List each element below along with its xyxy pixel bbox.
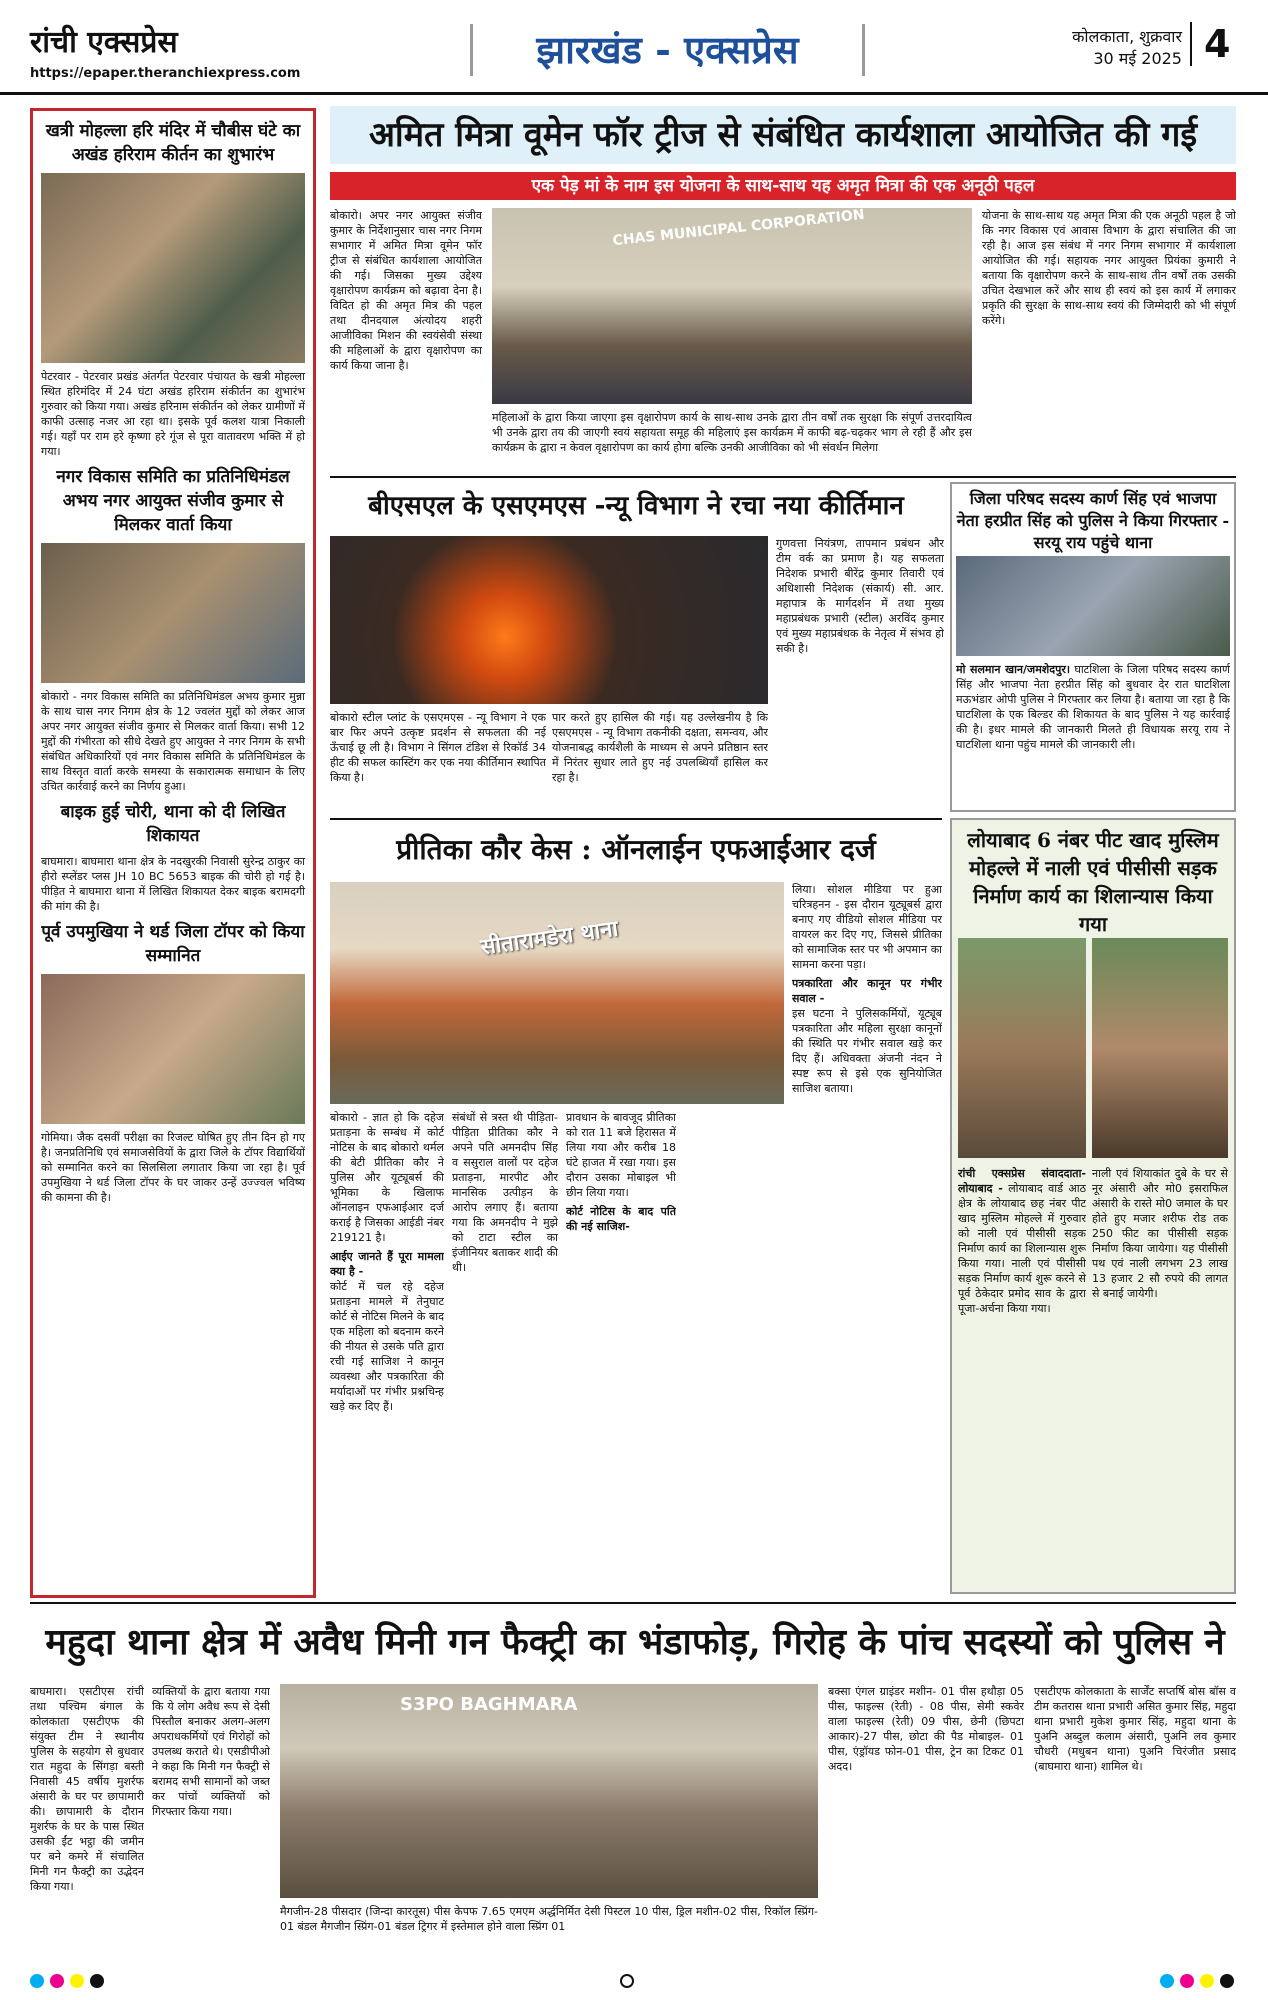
left-story-1-title: खत्री मोहल्ला हरि मंदिर में चौबीस घंटे का अखंड हरिराम कीर्तन का शुभारंभ [45,121,301,165]
pratika-sub2: कोर्ट नोटिस के बाद पति की नई साजिश- [566,1205,676,1233]
pratika-col4b: इस घटना ने पुलिसकर्मियों, यूट्यूब पत्रकारिता और महिला सुरक्षा कानूनों की स्थिति पर गंभीर सवाल खड़े कर दिए हैं। अधिवक्ता अंजनी नंदन ने स्पष्ट रूप से इसे एक सुनियोजित साजिश बताया। [792,1007,942,1095]
pratika-col2: संबंधों से त्रस्त थी पीड़िता- पीड़िता प्रीतिका कौर ने अपने पति अमनदीप सिंह व ससुराल वालों पर दहेज प्रताड़ना, मारपीट और मानसिक उत्पीड़न के आरोप लगाए हैं। बताया गया कि अमनदीप ने मुझे को टाटा स्टील का इंजीनियर बताकर शादी की थी। [452,1111,558,1274]
photo-banner-text: S3PO BAGHMARA [400,1694,578,1715]
pratika-col4 [792,882,942,1588]
divider [330,476,1236,478]
bsl-text-3: गुणवत्ता नियंत्रण, तापमान प्रबंधन और टीम वर्क का प्रमाण है। यह सफलता निदेशक प्रभारी बीरेंद्र कुमार तिवारी एवं अधिशासी निदेशक (संकार्य) सी. आर. महापात्र के मार्गदर्शन में तथा मुख्य महाप्रबंधक प्रभारी (स्टील) अरविंद कुमार एवं मुख्य महाप्रबंधक के नेतृत्व में संभव हो सकी है। [776,537,944,655]
bsl-text-1: बोकारो स्टील प्लांट के एसएमएस - न्यू विभाग ने एक बार फिर अपने उत्कृष्ट प्रदर्शन से सफलता की नई ऊँचाई छू ली है। विभाग ने सिंगल टंडिश से रिकॉर्ड 34 हीट की सफल कास्टिंग कर एक नया कीर्तिमान स्थापित किया है। [330,711,546,784]
workshop-photo [492,208,972,404]
pratika-sub1: आईए जानते हैं पूरा मामला क्या है - [330,1250,444,1278]
masthead [0,0,1268,95]
pratika-col1b: कोर्ट में चल रहे दहेज प्रताड़ना मामले में तेनुघाट कोर्ट से नोटिस मिलने के बाद एक महिला को बदनाम करने की नीयत से उसके पति द्वारा रची गई साजिश ने कानून व्यवस्था और पत्रकारिता की मर्यादाओं पर गंभीर प्रश्नचिन्ह खड़े कर दिए हैं। [330,1280,444,1413]
delegation-photo [41,543,305,683]
pratika-sub3: पत्रकारिता और कानून पर गंभीर सवाल - [792,977,942,1005]
police-station-photo [330,882,784,1104]
loyabad-col1 [958,1166,1086,1586]
divider [30,1602,1236,1604]
pratika-col1 [330,1110,444,1588]
gun-photo-caption: मैगजीन-28 पीसदार (जिन्दा कारतूस) पीस केपफ 7.65 एमएम अर्द्धनिर्मित देसी पिस्टल 10 पीस, ड्रिल मशीन-02 पीस, रिकॉल स्प्रिंग- 01 बंडल मैगजीन स्प्रिंग-01 बंडल ट्रिगर में इस्तेमाल होने वाला स्प्रिंग 01 [280,1905,818,1933]
footer [0,1962,1268,2000]
divider [330,818,942,820]
pratika-col4-text: लिया। सोशल मीडिया पर हुआ चरित्रहनन - इस दौरान यूट्यूबर्स द्वारा बनाए गए वीडियो सोशल मीडिया पर वायरल कर दिए गए, जिससे प्रीतिका को सामाजिक स्तर पर भी अपमान का सामना करना पड़ा। [792,883,942,971]
left-story-4-text: गोमिया। जैक दसवीं परीक्षा का रिजल्ट घोषित हुए तीन दिन हो गए है। जनप्रतिनिधि एवं समाजसेवियों के द्वारा जिले के टॉपर विद्यार्थियों को सम्मानित करने का सिलसिला लगातार किया जा रहा है। पूर्व उपमुखिया ने थर्ड जिला टॉपर के घर जाकर उन्हें उज्ज्वल भविष्य की कामना की है। [41,1131,305,1204]
registration-dot [90,1974,104,1988]
main-story-title: अमित मित्रा वूमेन फॉर ट्रीज से संबंधित कार्यशाला आयोजित की गई [330,106,1236,164]
pratika-col3-text: प्रावधान के बावजूद प्रीतिका को रात 11 बजे हिरासत में लिया गया और करीब 18 घंटे हाजत में रखा गया। इस दौरान उसका मोबाइल भी छीन लिया गया। [566,1111,676,1199]
pratika-col3b [684,1110,784,1588]
pratika-col3 [566,1110,676,1588]
registration-dot [1220,1974,1234,1988]
loyabad-byline: रांची एक्सप्रेस संवाददाता- लोयाबाद - [958,1167,1086,1195]
bsl-text-2: पार करते हुए हासिल की गई। यह उल्लेखनीय है कि एसएमएस - न्यू विभाग तकनीकी दक्षता, समन्वय, और योजनाबद्ध कार्यशैली के माध्यम से अपने प्रतिष्ठान स्तर में निरंतर सुधार लाते हुए नई उपलब्धियाँ हासिल कर रहा है। [552,711,768,784]
left-story-2-text: बोकारो - नगर विकास समिति का प्रतिनिधिमंडल अभय कुमार मुन्ना के साथ चास नगर निगम क्षेत्र के 12 ज्वलंत मुद्दों को लेकर आज अपर नगर आयुक्त संजीव कुमार से मिलकर वार्ता किया। सभी 12 मुद्दों की गंभीरता को सीधे देखते हुए आयुक्त ने नगर निगम के सभी संबंधित अधिकारियों एवं नगर विकास समिति के प्रतिनिधिमंडल के साथ विस्तृत वार्ता करके समस्या के सकारात्मक समाधान के लिए उचित कार्रवाई करने का निर्णय हुआ। [41,690,305,793]
left-story-1-text: पेटरवार - पेटरवार प्रखंड अंतर्गत पेटरवार पंचायत के खत्री मोहल्ला स्थित हरिमंदिर में 24 घंटा अखंड हरिराम संकीर्तन का शुभारंभ गुरुवार को किया गया। अखंड हरिनाम संकीर्तन को लेकर ग्रामीणों में काफी उत्साह नजर आ रहा था। इसके पूर्व कलश यात्रा निकाली गई। यहाँ पर राम हरे कृष्णा हरे गूंज से पूरा वातावरण भक्ति में हो गया। [41,370,305,458]
date-line-city: कोलकाता, शुक्रवार [1072,27,1182,46]
left-story-2-title: नगर विकास समिति का प्रतिनिधिमंडल अभय नगर आयुक्त संजीव कुमार से मिलकर वार्ता किया [56,467,290,535]
loyabad-title: लोयाबाद 6 नंबर पीट खाद मुस्लिम मोहल्ले में नाली एवं पीसीसी सड़क निर्माण कार्य का शिलान्यास किया गया [967,828,1219,936]
arrest-photo [956,556,1230,656]
arrest-body: घाटशिला के जिला परिषद सदस्य कार्ण सिंह और भाजपा नेता हरप्रीत सिंह को बुधवार देर रात घाटशिला मऊभंडार ओपी पुलिस ने गिरफ्तार कर लिया है। बताया जा रहा है कि घाटशिला के एक बिल्डर की शिकायत के बाद पुलिस ने यह कार्रवाई की है। इधर मामले की जानकारी मिलते ही विधायक सरयू राय ने घाटशिला थाना पहुंच मामले की जानकारी ली। [956,663,1230,751]
gun-col1: बाघमारा। एसटीएस रांची तथा पश्चिम बंगाल के कोलकाता एसटीएफ की संयुक्त टीम ने स्थानीय पुलिस के सहयोग से बुधवार रात महुदा के सिंगड़ा बस्ती निवासी 45 वर्षीय मुशर्रफ अंसारी के घर पर छापामारी की। छापामारी के दौरान मुशर्रफ के घर के पास स्थित उसकी ईंट भट्ठा की जमीन पर बने कमरे में संचालित मिनी गन फैक्ट्री का उद्भेदन किया गया। [30,1685,144,1893]
kirtan-photo [41,173,305,363]
left-story-3-title: बाइक हुई चोरी, थाना को दी लिखित शिकायत [60,802,286,846]
registration-dot [50,1974,64,1988]
gun-factory-photo [280,1684,818,1898]
left-column [30,108,316,1598]
newspaper-brand: रांची एक्सप्रेस [30,25,178,60]
loyabad-photo-2 [1092,938,1228,1158]
arrest-text [956,662,1230,808]
main-story-subtitle: एक पेड़ मां के नाम इस योजना के साथ-साथ यह अमृत मित्रा की एक अनूठी पहल [330,172,1236,200]
steel-plant-photo [330,536,768,704]
arrest-byline: मो सलमान खान/जमशेदपुर। [956,663,1071,676]
station-sign-text: सीतारामडेरा थाना [479,916,620,961]
loyabad-col2: नाली एवं शियाकांत दुबे के घर से नूर अंसारी और मो0 इसराफिल अंसारी के रास्ते मो0 जमाल के घर होते हुए मजार शरीफ रोड तक 250 फीट का पीसीसी सड़क निर्माण किया जायेगा। यह पीसीसी पथ एवं नाली लगभग 23 लाख 13 हजार 2 सौ रुपये की लागत से बनाई जायेगी। [1092,1167,1228,1300]
arrest-title: जिला परिषद सदस्य कार्ण सिंह एवं भाजपा नेता हरप्रीत सिंह को पुलिस ने किया गिरफ्तार - सरयू राय पहुंचे थाना [956,489,1230,552]
loyabad-text: लोयाबाद वार्ड आठ क्षेत्र के लोयाबाद छह नंबर पीट खाद मुस्लिम मोहल्ले में गुरुवार को नाली एवं पीसीसी सड़क निर्माण कार्य का शिलान्यास शुरू किया गया। नाली एवं पीसीसी सड़क निर्माण कार्य शुरू करने से पूर्व ठेकेदार प्रमोद साव के द्वारा पूजा-अर्चना किया गया। [958,1182,1086,1315]
main-story-col-right: योजना के साथ-साथ यह अमृत मित्रा की एक अनूठी पहल है जो कि नगर विकास एवं आवास विभाग के द्वारा संचालित की जा रही है। आज इस संबंध में नगर निगम सभागार में कार्यशाला आयोजित की गई। सहायक नगर आयुक्त प्रियंका कुमारी ने बताया कि वृक्षारोपण करने के साथ-साथ तीन वर्षों तक उसकी उचित देखभाल करें और साथ ही स्वयं को इस कार्य में लगाकर प्रकृति की सुरक्षा के साथ-साथ स्वयं की जिम्मेदारी को भी संपूर्ण करेंगे। [982,209,1236,327]
epaper-url[interactable]: https://epaper.theranchiexpress.com [30,66,301,81]
pratika-col1-text: बोकारो - ज्ञात हो कि दहेज प्रताड़ना के सम्बंध में कोर्ट नोटिस के बाद बोकारो थर्मल की बेटी प्रीतिका कौर ने पुलिस और यूट्यूबर्स की भूमिका के खिलाफ ऑनलाइन एफआईआर दर्ज कराई है जिसका आईडी नंबर 219121 है। [330,1111,444,1244]
gun-col3: बक्सा एंगल ग्राइंडर मशीन- 01 पीस हथौड़ा 05 पीस, फाइल्स (रेती) - 08 पीस, सेमी स्कवेर वाला फाइल्स (रेती) 09 पीस, छेनी (छिपटा आकार)-27 पीस, छोटा की पैड मोबाइल- 01 पीस, एंड्रॉयड फोन-01 पीस, ट्रेन का टिकट 01 अदद। [828,1685,1024,1773]
main-story-bottom: महिलाओं के द्वारा किया जाएगा इस वृक्षारोपण कार्य के साथ-साथ उनके द्वारा तीन वर्षों तक सुरक्षा कि संपूर्ण उत्तरदायित्व भी उनके द्वारा तय की जाएगी स्वयं सहायता समूह की महिलाएं इस कार्यक्रम में काफी बढ़-चढ़कर भाग ले रही हैं और इस कार्यक्रम के द्वारा न केवल वृक्षारोपण का कार्य होगा बल्कि उनकी आजीविका को भी संवर्धन मिलेगा [492,411,972,454]
registration-dot [1160,1974,1174,1988]
pratika-title: प्रीतिका कौर केस : ऑनलाईन एफआईआर दर्ज [396,833,876,866]
photo-banner-text: CHAS MUNICIPAL CORPORATION [611,206,866,250]
section-title: झारखंड - एक्सप्रेस [470,24,865,76]
topper-photo [41,974,305,1124]
crosshair-icon [620,1974,634,1988]
registration-dot [70,1974,84,1988]
bsl-title: बीएसएल के एसएमएस -न्यू विभाग ने रचा नया कीर्तिमान [368,491,904,521]
gun-col2: व्यक्तियों के द्वारा बताया गया कि ये लोग अवैध रूप से देसी पिस्तौल बनाकर अलग-अलग अपराधकर्मियों एवं गिरोहों को उपलब्ध कराते थे। एसडीपीओ ने कहा कि मिनी गन फैक्ट्री से बरामद सभी सामानों को जब्त कर पांचों व्यक्तियों को गिरफ्तार किया गया। [152,1685,270,1818]
loyabad-photo-1 [958,938,1086,1158]
registration-dot [1200,1974,1214,1988]
registration-dot [30,1974,44,1988]
left-story-3-text: बाघमारा। बाघमारा थाना क्षेत्र के नदखुरकी निवासी सुरेन्द्र ठाकुर का हीरो स्प्लेंडर प्लस JH 10 BC 5653 बाइक की चोरी हो गई है। पीड़ित ने बाघमारा थाना में लिखित शिकायत देकर बाइक बरामदगी की मांग की है। [41,855,305,913]
registration-dot [1180,1974,1194,1988]
gun-col4: एसटीएफ कोलकाता के सार्जेंट सप्तर्षि बोस बॉस व टीम कतरास थाना प्रभारी असित कुमार सिंह, महुदा थाना प्रभारी मुकेश कुमार सिंह, महुदा थाना के पुअनि अब्दुल कलाम अंसारी, पुअनि लव कुमार चौधरी (मधुबन थाना) पुअनि चिरंजीत प्रसाद (बाघमारा थाना) शामिल थे। [1034,1685,1236,1773]
left-story-4-title: पूर्व उपमुखिया ने थर्ड जिला टॉपर को किया सम्मानित [41,922,305,966]
date-line-date: 30 मई 2025 [1093,49,1182,68]
gun-factory-title: महुदा थाना क्षेत्र में अवैध मिनी गन फैक्ट्री का भंडाफोड़, गिरोह के पांच सदस्यों को पुलिस ने [45,1621,1225,1663]
dateline [1052,26,1182,70]
main-story-col1: बोकारो। अपर नगर आयुक्त संजीव कुमार के निर्देशानुसार चास नगर निगम सभागार में अमित मित्रा वूमेन फॉर ट्रीज से संबंधित कार्यशाला आयोजित की गई। जिसका मुख्य उद्देश्य वृक्षारोपण कार्यक्रम को बढ़ावा देना है। विदित हो की अमृत मित्र की पहल तथा दीनदयाल अंत्योदय शहरी आजीविका मिशन की स्वयंसेवी संस्था की महिलाओं के द्वारा वृक्षारोपण का कार्य किया जाना है। [330,209,482,372]
page-number: 4 [1190,22,1230,66]
